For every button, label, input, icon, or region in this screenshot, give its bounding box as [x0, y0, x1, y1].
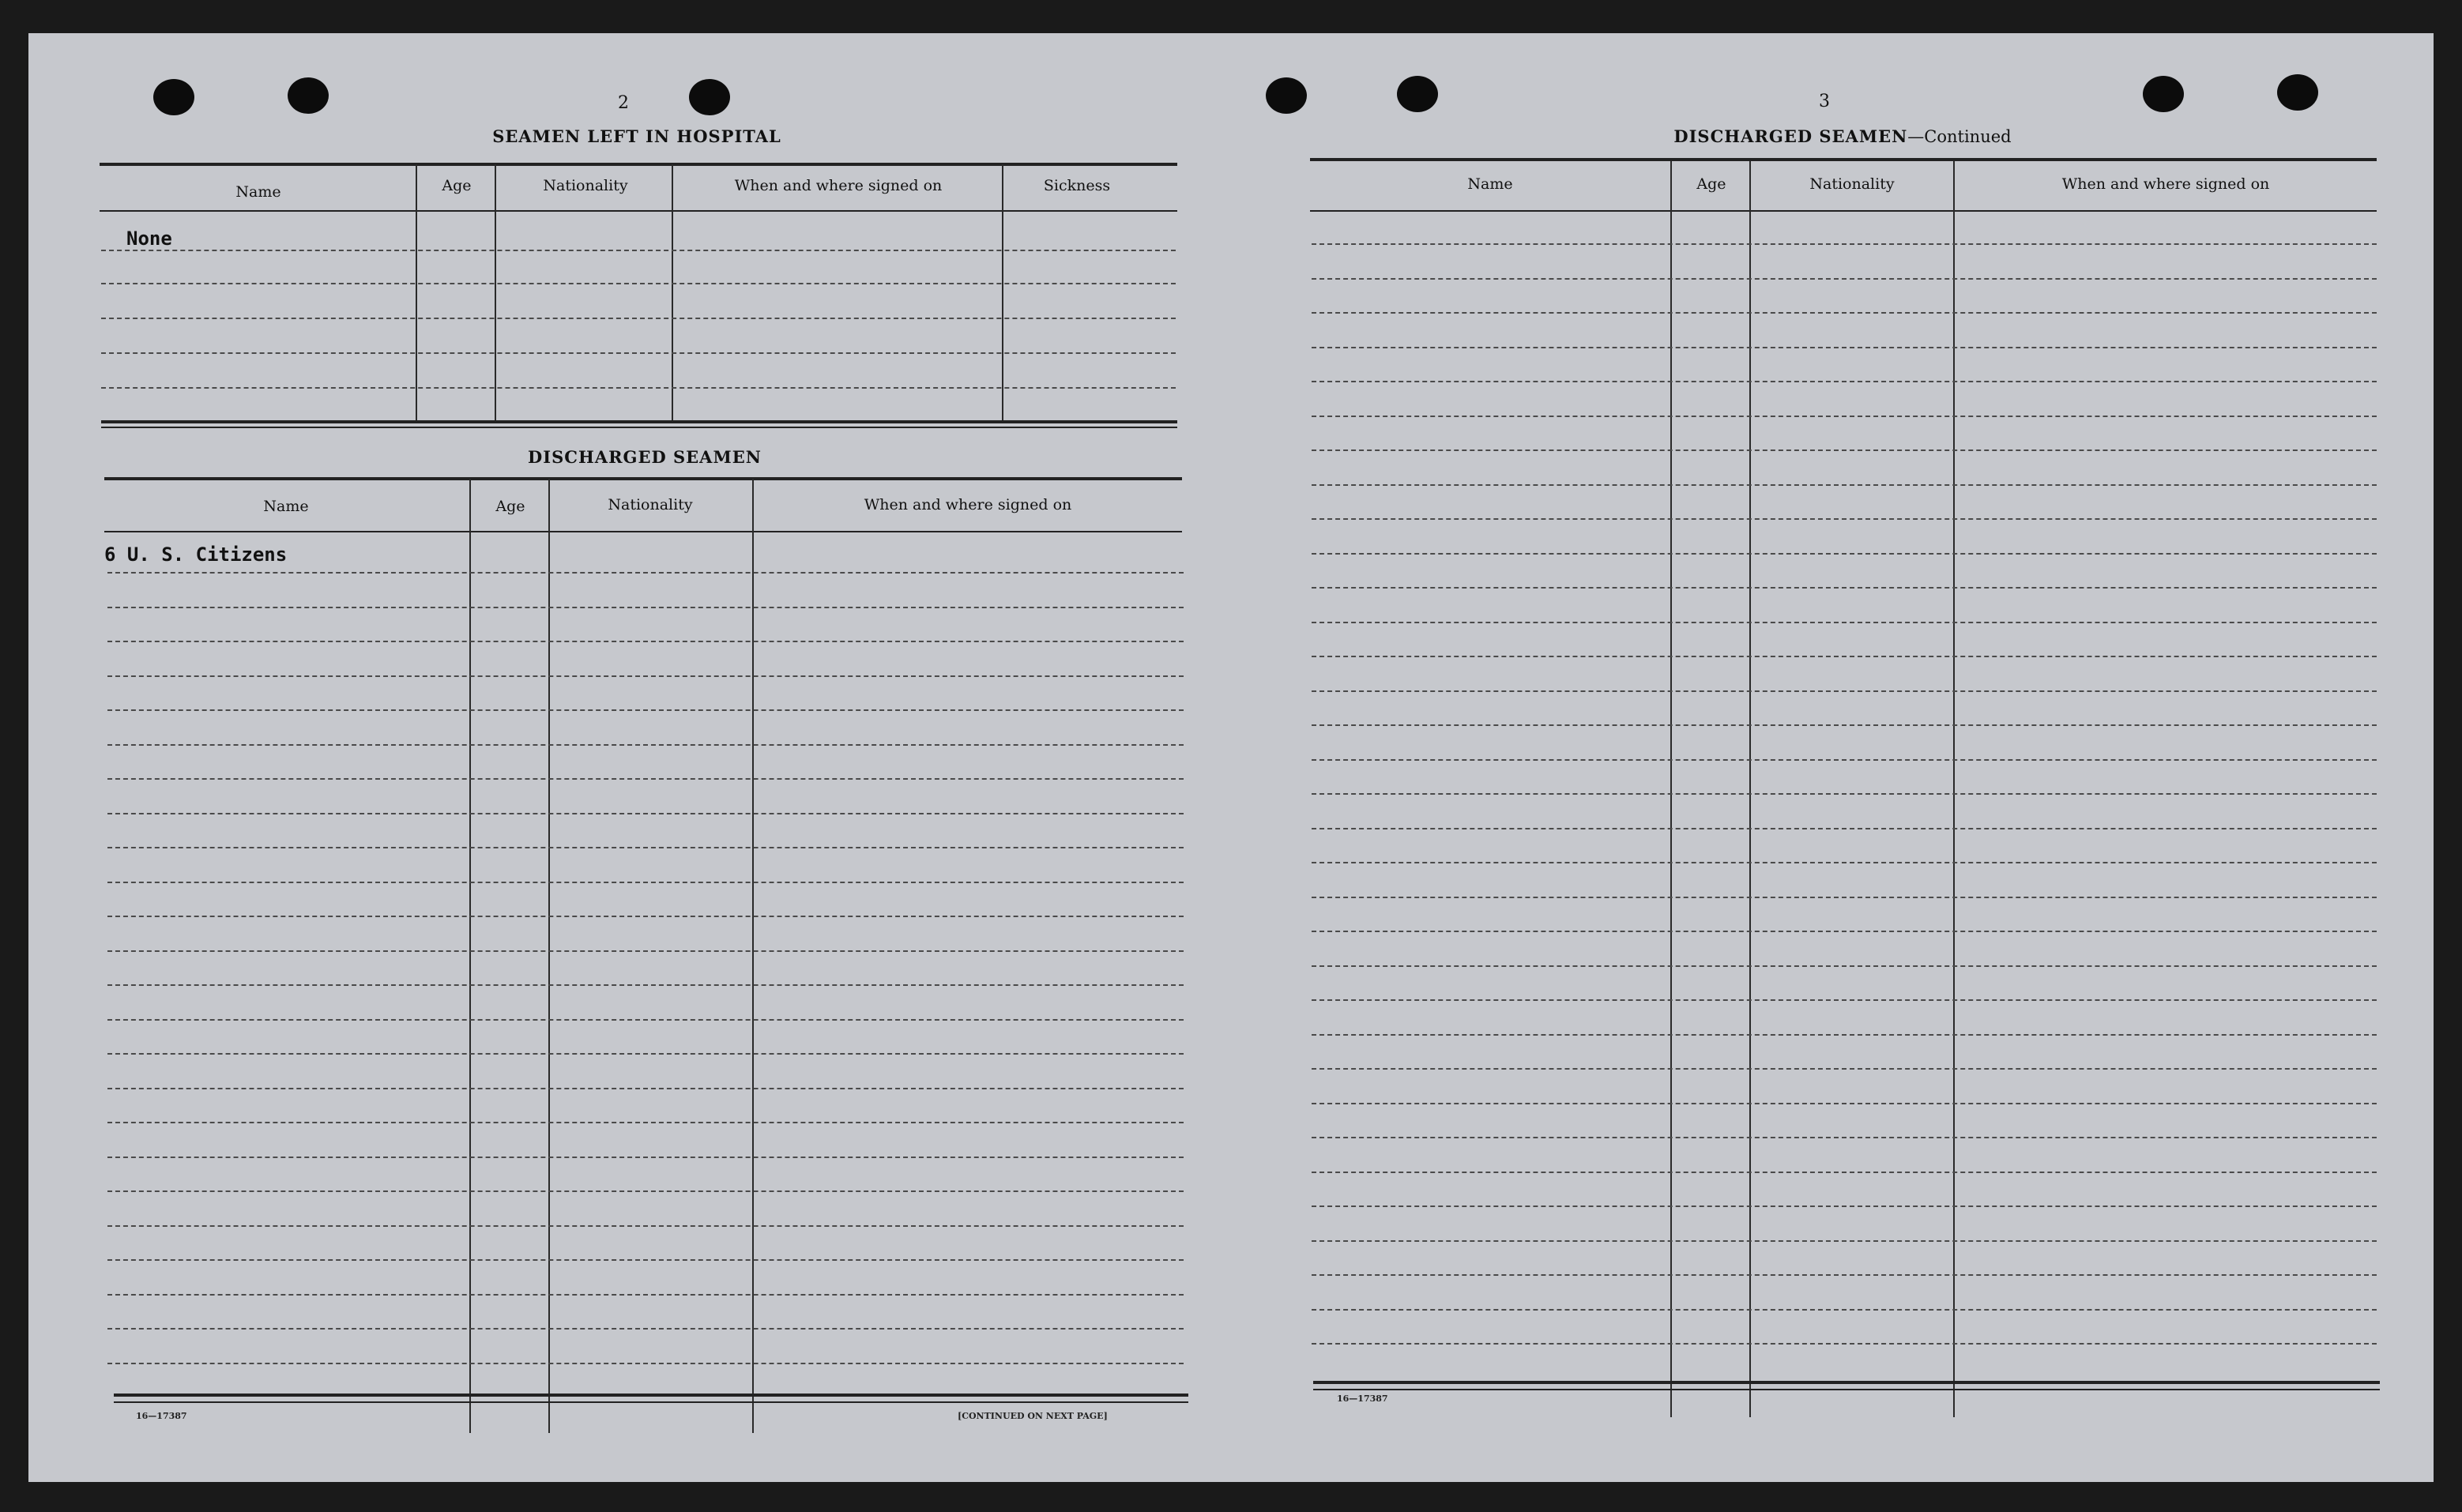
table-row	[1312, 1172, 2377, 1173]
punch-hole	[1397, 76, 1438, 112]
discharged-col-divider	[469, 479, 471, 1433]
punch-hole	[1266, 77, 1307, 114]
hospital-bottom-rule	[101, 427, 1177, 428]
table-row	[107, 572, 1184, 574]
hospital-section-title: SEAMEN LEFT IN HOSPITAL	[492, 126, 781, 146]
hospital-col-sickness: Sickness	[1043, 177, 1111, 194]
discharged-continued-title-main: DISCHARGED SEAMEN	[1673, 126, 1908, 146]
right-col-divider	[1953, 161, 1955, 1417]
discharged-top-rule	[104, 477, 1182, 480]
hospital-entry: None	[126, 228, 172, 250]
form-number-left: 16—17387	[136, 1411, 187, 1421]
right-col-nationality: Nationality	[1809, 175, 1895, 193]
table-row	[107, 607, 1184, 608]
table-row	[1312, 828, 2377, 829]
table-row	[107, 1259, 1184, 1261]
table-row	[1312, 793, 2377, 795]
page-number-left: 2	[618, 93, 629, 113]
table-row	[107, 1157, 1184, 1158]
table-row	[1312, 1205, 2377, 1207]
discharged-header-rule	[104, 531, 1182, 532]
discharged-continued-title-suffix: —Continued	[1907, 127, 2012, 146]
table-row	[107, 882, 1184, 883]
table-row	[107, 641, 1184, 642]
table-row	[107, 778, 1184, 780]
table-row	[101, 318, 1176, 319]
hospital-header-rule	[100, 210, 1177, 212]
table-row	[1312, 759, 2377, 761]
discharged-col-divider	[752, 479, 754, 1433]
table-row	[1312, 1137, 2377, 1138]
table-row	[1312, 622, 2377, 623]
table-row	[101, 250, 1176, 251]
table-row	[107, 916, 1184, 917]
punch-hole	[153, 79, 194, 115]
right-col-divider	[1749, 161, 1751, 1417]
right-col-signed-on: When and where signed on	[2061, 175, 2270, 193]
table-row	[1312, 1309, 2377, 1311]
table-row	[101, 352, 1176, 354]
punch-hole	[2143, 76, 2184, 112]
table-row	[1312, 1068, 2377, 1070]
hospital-col-signed-on: When and where signed on	[734, 177, 943, 194]
table-row	[1312, 1103, 2377, 1104]
table-row	[107, 1053, 1184, 1055]
hospital-col-age: Age	[442, 177, 472, 194]
hospital-col-divider	[672, 164, 673, 423]
discharged-col-nationality: Nationality	[608, 496, 693, 513]
table-row	[107, 1328, 1184, 1330]
table-row	[107, 984, 1184, 986]
table-row	[1312, 862, 2377, 863]
table-row	[107, 1225, 1184, 1227]
table-row	[107, 709, 1184, 711]
hospital-bottom-rule	[101, 420, 1177, 423]
table-row	[107, 1190, 1184, 1192]
table-row	[1312, 1343, 2377, 1345]
table-row	[1312, 484, 2377, 486]
table-row	[1312, 690, 2377, 692]
table-row	[1312, 1240, 2377, 1242]
hospital-top-rule	[100, 163, 1177, 166]
table-row	[107, 950, 1184, 952]
discharged-section-title: DISCHARGED SEAMEN	[528, 447, 762, 467]
table-row	[1312, 587, 2377, 589]
table-row	[1312, 347, 2377, 348]
discharged-continued-title	[1566, 126, 2119, 146]
table-row	[107, 675, 1184, 677]
table-row	[107, 847, 1184, 848]
continued-note: [CONTINUED ON NEXT PAGE]	[958, 1411, 1108, 1421]
discharged-bottom-rule	[114, 1394, 1188, 1397]
hospital-col-divider	[416, 164, 417, 423]
table-row	[1312, 278, 2377, 280]
discharged-col-age: Age	[495, 498, 525, 515]
right-col-age: Age	[1696, 175, 1726, 193]
table-row	[1312, 553, 2377, 555]
table-row	[1312, 999, 2377, 1001]
right-bottom-rule	[1313, 1381, 2380, 1384]
punch-hole	[2277, 74, 2318, 111]
hospital-col-nationality: Nationality	[543, 177, 628, 194]
table-row	[101, 283, 1176, 284]
table-row	[1312, 724, 2377, 726]
table-row	[1312, 931, 2377, 932]
table-row	[107, 1122, 1184, 1123]
form-number-right: 16—17387	[1337, 1394, 1388, 1404]
table-row	[1312, 449, 2377, 451]
right-top-rule	[1310, 158, 2377, 161]
table-row	[1312, 897, 2377, 898]
table-row	[1312, 1274, 2377, 1276]
discharged-entry: 6 U. S. Citizens	[104, 543, 288, 566]
discharged-col-name: Name	[263, 498, 309, 515]
table-row	[107, 813, 1184, 814]
table-row	[1312, 656, 2377, 657]
table-row	[1312, 518, 2377, 520]
table-row	[1312, 416, 2377, 417]
right-col-divider	[1670, 161, 1672, 1417]
table-row	[101, 387, 1176, 389]
table-row	[107, 1363, 1184, 1364]
discharged-col-divider	[548, 479, 550, 1433]
right-bottom-rule	[1313, 1389, 2380, 1390]
table-row	[107, 1294, 1184, 1296]
hospital-col-divider	[495, 164, 496, 423]
table-row	[107, 744, 1184, 746]
hospital-col-divider	[1002, 164, 1003, 423]
table-row	[107, 1088, 1184, 1089]
discharged-bottom-rule	[114, 1401, 1188, 1403]
hospital-col-name: Name	[235, 183, 281, 201]
table-row	[107, 1019, 1184, 1021]
table-row	[1312, 381, 2377, 382]
discharged-col-signed-on: When and where signed on	[864, 496, 1072, 513]
table-row	[1312, 243, 2377, 245]
right-header-rule	[1310, 210, 2377, 212]
table-row	[1312, 965, 2377, 967]
table-row	[1312, 312, 2377, 314]
punch-hole	[288, 77, 329, 114]
page-number-right: 3	[1819, 92, 1830, 111]
right-col-name: Name	[1467, 175, 1513, 193]
punch-hole	[689, 79, 730, 115]
table-row	[1312, 1034, 2377, 1036]
document-paper	[28, 33, 2434, 1482]
